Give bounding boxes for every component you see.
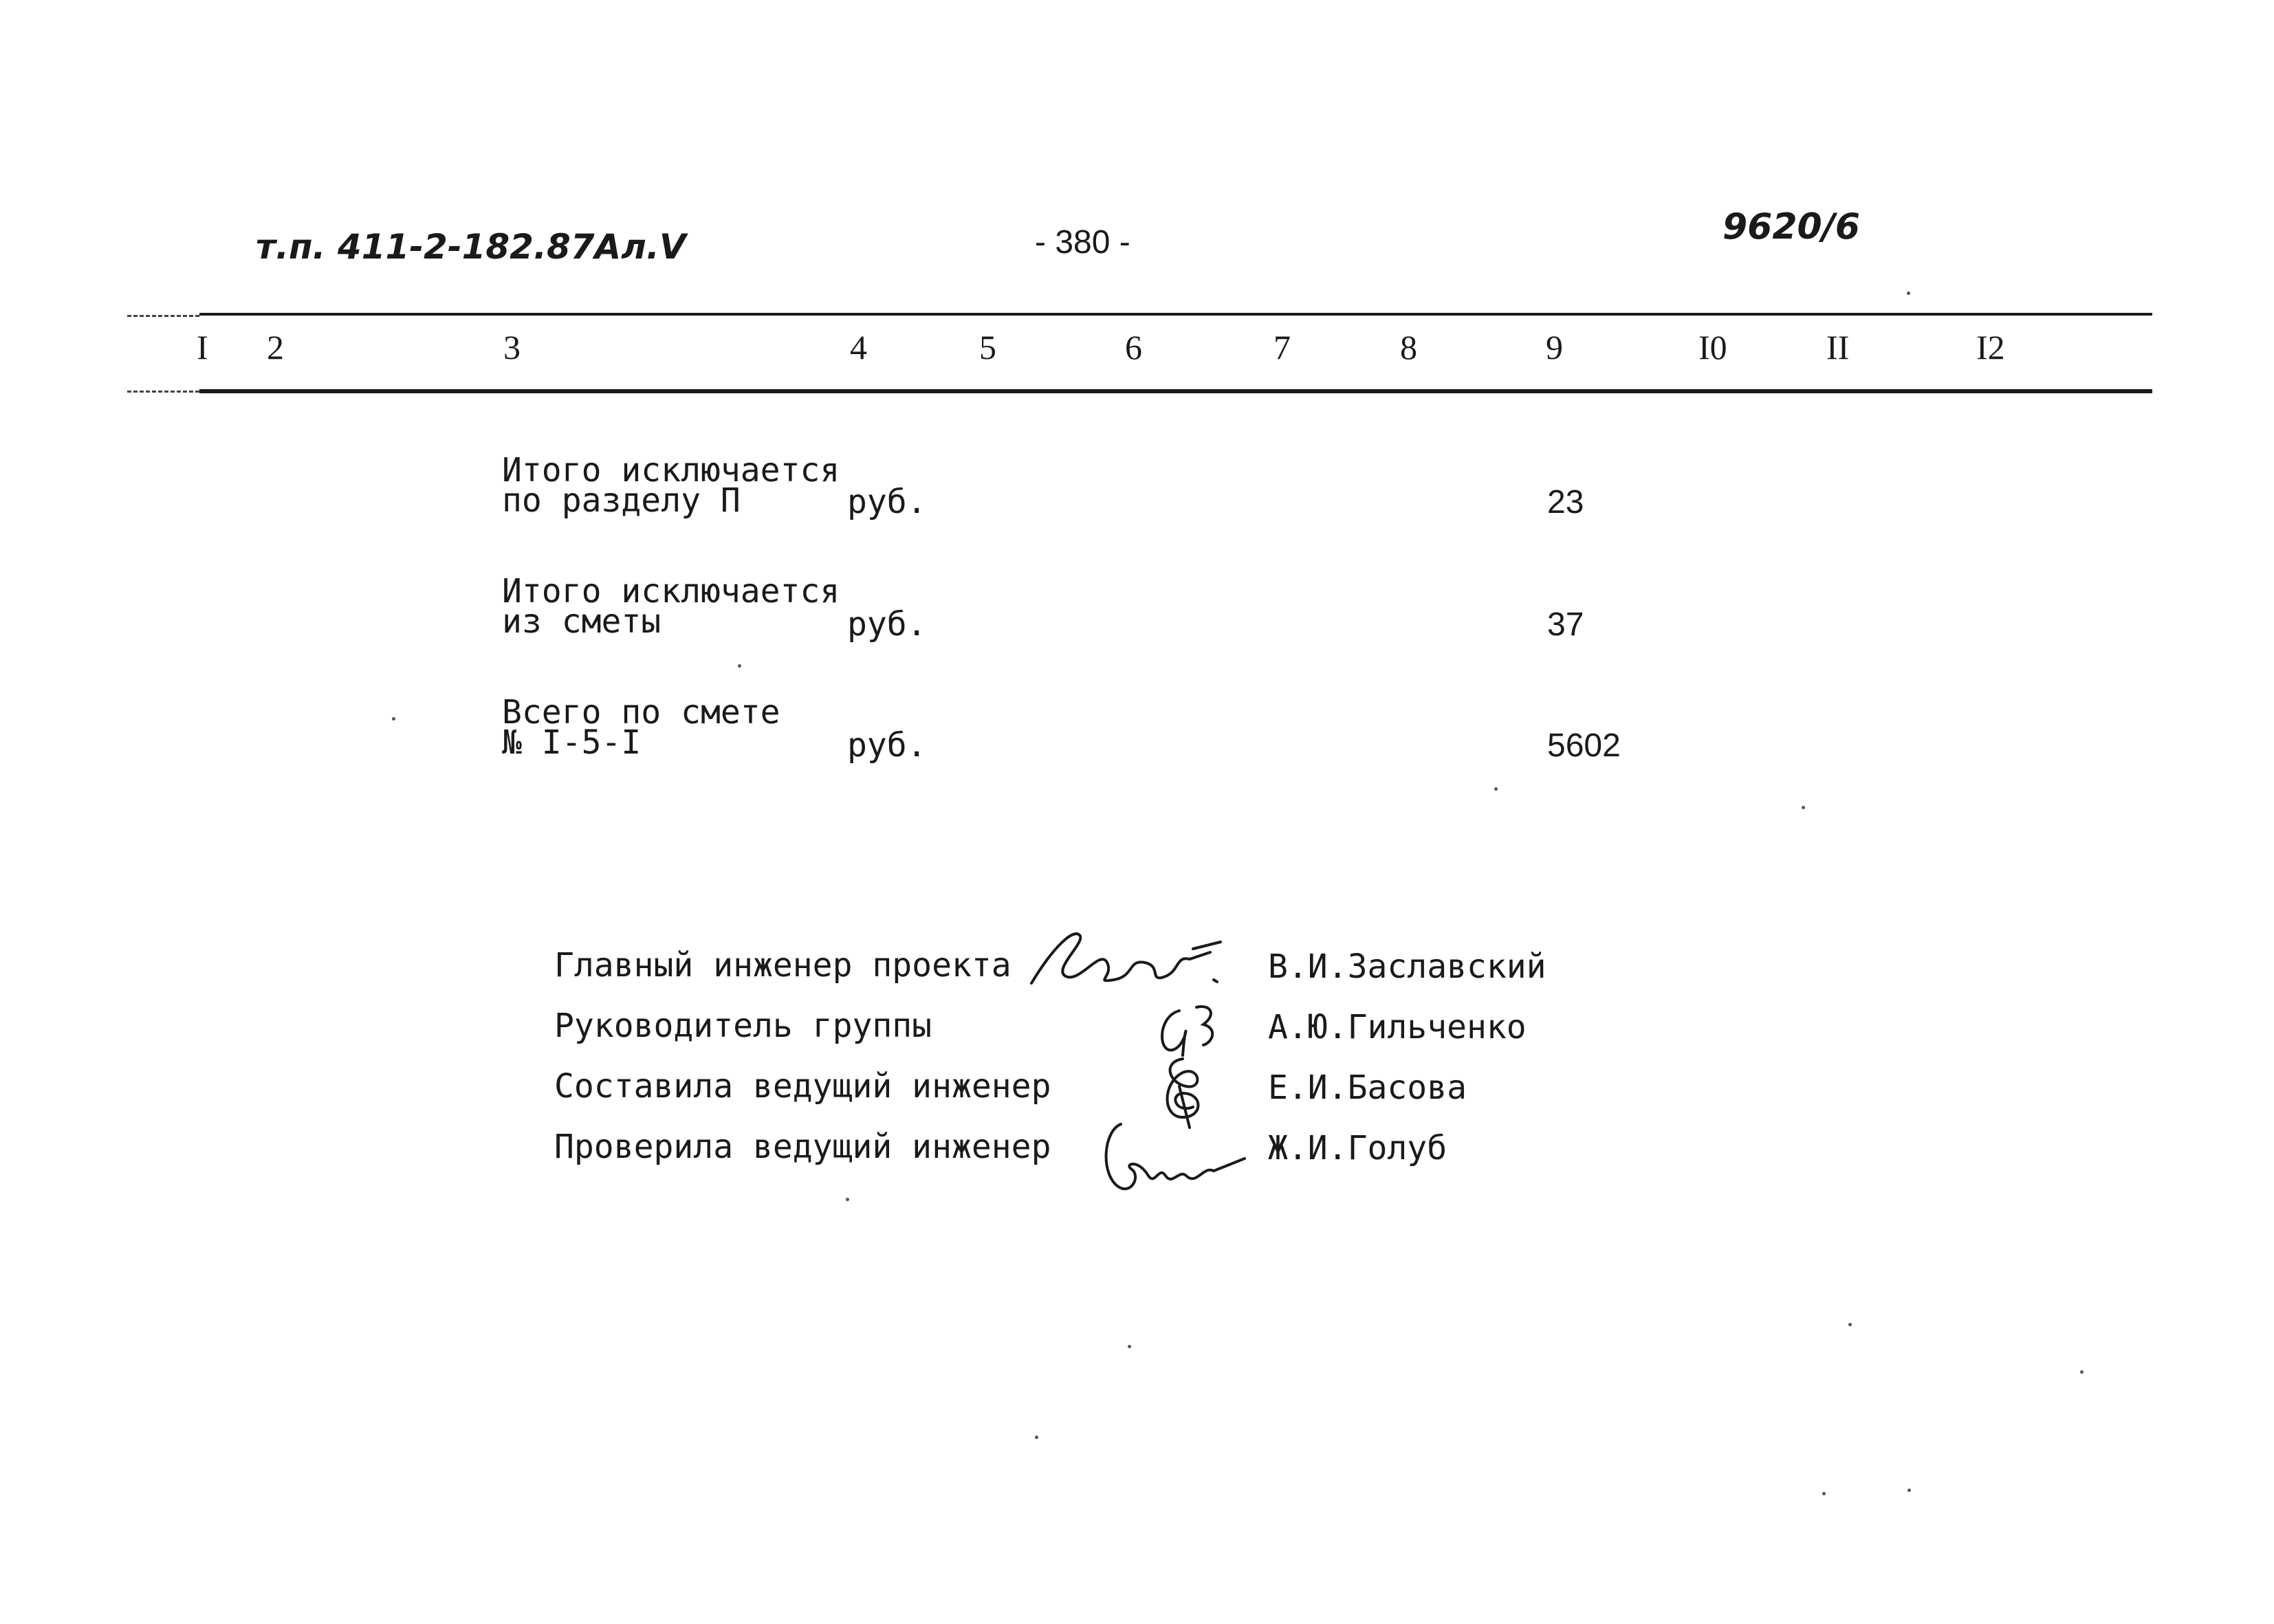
column-number: II: [1826, 328, 1850, 366]
column-number: I0: [1698, 328, 1727, 366]
signature-role: Главный инженер проекта: [554, 946, 1012, 985]
scan-speck: [1822, 1492, 1826, 1495]
page-number: - 380 -: [1035, 224, 1130, 261]
row-value: 23: [1547, 484, 1584, 520]
header-rule-bottom-dashed: [127, 391, 199, 393]
scan-speck: [1907, 1489, 1911, 1492]
column-number: 5: [979, 328, 996, 366]
project-code: т.п. 411-2-182.87Ал.V: [256, 227, 686, 267]
handwritten-signature: [1025, 921, 1231, 997]
row-label-line2: по разделу П: [502, 481, 741, 520]
signature-role: Составила ведущий инженер: [554, 1067, 1051, 1106]
row-label-line2: № I-5-I: [502, 723, 642, 762]
scan-speck: [1035, 1436, 1038, 1439]
signature-name: А.Ю.Гильченко: [1268, 1008, 1527, 1046]
column-number: 7: [1273, 328, 1291, 366]
scan-speck: [392, 717, 395, 721]
signature-name: Ж.И.Голуб: [1268, 1129, 1447, 1167]
row-label-line1: Итого исключается: [502, 451, 840, 490]
scan-speck: [2080, 1370, 2084, 1374]
column-number: I2: [1976, 328, 2005, 366]
document-number: 9620/6: [1723, 206, 1860, 248]
row-label-line1: Всего по смете: [502, 693, 780, 732]
row-label-line2: из сметы: [502, 602, 662, 641]
scan-speck: [1907, 292, 1910, 295]
column-number: 9: [1546, 328, 1563, 366]
row-value: 37: [1547, 606, 1584, 643]
scan-speck: [1128, 1345, 1131, 1348]
scan-speck: [1494, 787, 1498, 791]
column-number: 6: [1125, 328, 1142, 366]
header-rule-top: [199, 313, 2152, 316]
row-unit: руб.: [847, 605, 927, 644]
header-rule-bottom: [199, 389, 2152, 393]
column-number: 4: [850, 328, 867, 366]
column-number: 8: [1400, 328, 1417, 366]
column-number: 2: [267, 328, 284, 366]
signature-role: Руководитель группы: [554, 1007, 932, 1045]
column-number: 3: [503, 328, 521, 366]
handwritten-signature: [1090, 1110, 1255, 1200]
header-rule-top-dashed: [127, 315, 199, 317]
column-number: I: [197, 328, 208, 366]
row-unit: руб.: [847, 726, 927, 765]
signature-name: Е.И.Басова: [1268, 1068, 1467, 1107]
scan-speck: [1848, 1323, 1852, 1326]
scan-speck: [738, 664, 741, 668]
row-value: 5602: [1547, 727, 1621, 764]
signature-role: Проверила ведущий инженер: [554, 1128, 1051, 1166]
signature-name: В.И.Заславский: [1268, 947, 1546, 986]
row-label-line1: Итого исключается: [502, 572, 840, 611]
scan-speck: [846, 1198, 849, 1201]
row-unit: руб.: [847, 483, 927, 521]
scan-speck: [1802, 806, 1805, 809]
